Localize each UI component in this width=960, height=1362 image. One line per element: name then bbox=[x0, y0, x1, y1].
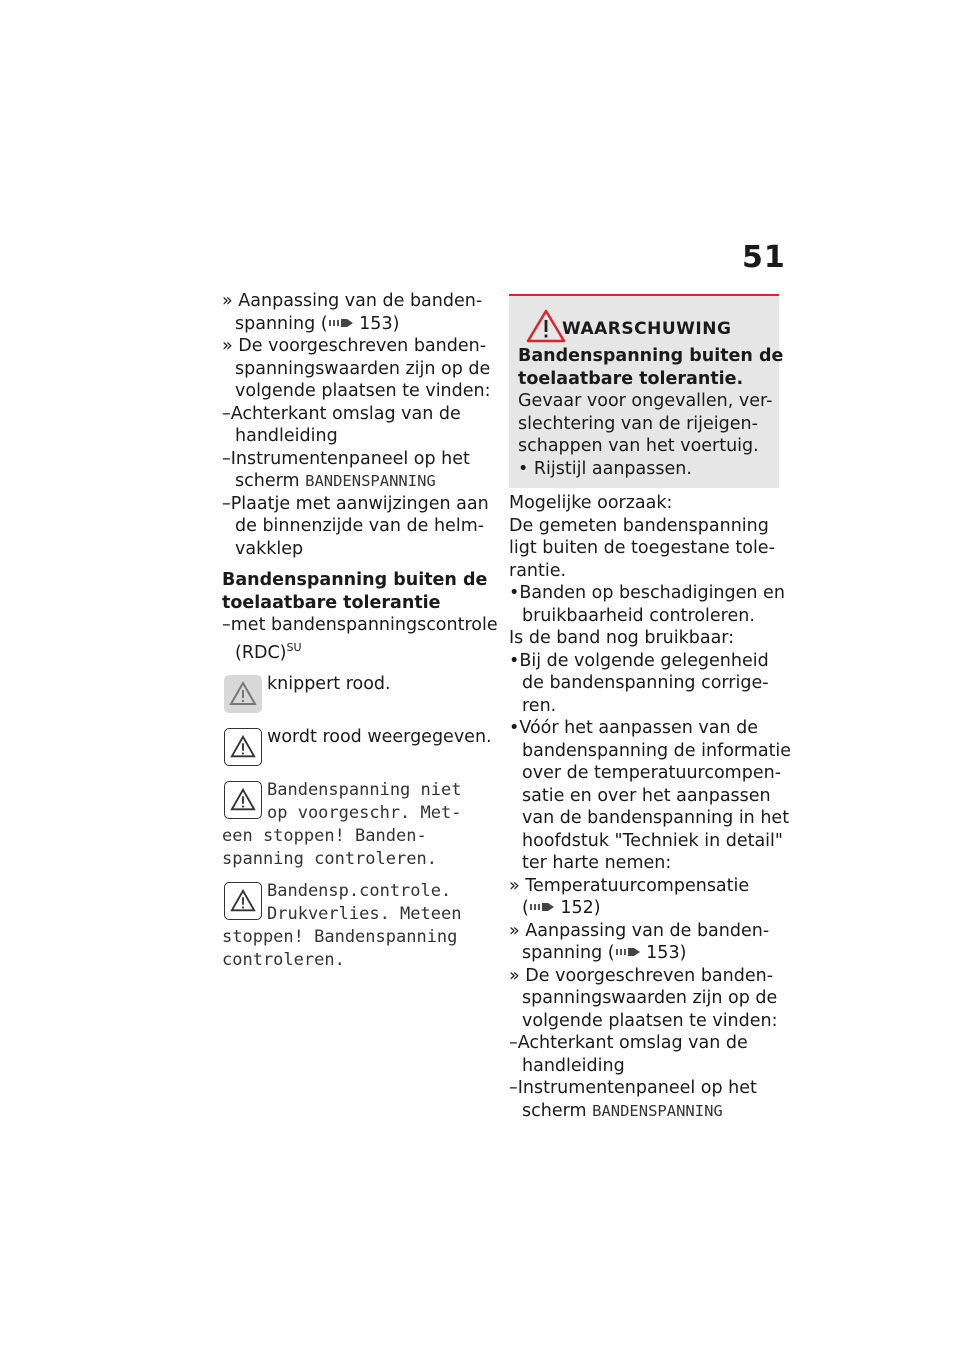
icon-item: knippert rood. bbox=[222, 673, 490, 717]
list-item: –Plaatje met aanwijzingen aan de binnenzijde van de helm- vakklep bbox=[222, 493, 489, 559]
list-item: » De voorgeschreven banden- spanningswaarden zijn op de volgende plaatsen te vinden: bbox=[509, 965, 778, 1031]
list-item: » De voorgeschreven banden- spanningswaarden zijn op de volgende plaatsen te vinden: bbox=[222, 336, 491, 401]
page-reference[interactable]: 153) bbox=[359, 313, 400, 334]
list-item: •Banden op beschadigingen en bruikbaarheid controleren. bbox=[509, 583, 785, 626]
left-column bbox=[222, 290, 498, 972]
page-number: 51 bbox=[742, 240, 786, 275]
warning-triangle-outline-icon bbox=[224, 728, 262, 766]
list-item: •Vóór het aanpassen van de bandenspanning de informatie over de temperatuurcompen- satie en over het aanpassen van de bandenspanning in het hoofdstuk "Techniek in detail" ter harte nemen: bbox=[509, 718, 792, 873]
right-column: Mogelijke oorzaak: De gemeten bandenspanning ligt buiten de toegestane tole- rantie. •Banden op beschadigingen en bruikbaarheid controleren. Is de band nog bruikbaar: •Bij de volgende gelegenheid de bandenspanning corrige- ren. •Vóór het aanpassen van de bandenspanning de informatie over de temperatuurcompen- satie en over het aanpassen van de bandenspanning in het hoofdstuk "Techniek in detail" ter harte nemen: » Temperatuurcompensatie ( 152) » Aanpassing van de banden- spanning ( 153) » De voorgeschreven banden- spanningswaarden zijn op de volgende plaatsen te vinden: –Achterkant omslag van de handleiding –Instrumentenpaneel op het scherm BANDENSPANNING bbox=[509, 493, 792, 1121]
warning-box: WAARSCHUWING Bandenspanning buiten de toelaatbare tolerantie. Gevaar voor ongevallen, ver- slechtering van de rijeigen- schappen van het voertuig. • Rijstijl aanpassen. bbox=[509, 294, 779, 488]
warning-title: WAARSCHUWING bbox=[562, 319, 732, 339]
page-reference[interactable]: 152) bbox=[560, 898, 601, 918]
list-item: » Temperatuurcompensatie ( 152) bbox=[509, 875, 750, 918]
list-item: –Achterkant omslag van de handleiding bbox=[222, 403, 461, 446]
page-reference-arrow-icon bbox=[529, 898, 555, 912]
page-reference-arrow-icon bbox=[615, 943, 641, 957]
display-message: Bandenspanning niet op voorgeschr. Met- een stoppen! Banden- spanning controleren. bbox=[222, 779, 462, 869]
warning-triangle-filled-icon bbox=[224, 675, 262, 713]
list-item: • Rijstijl aanpassen. bbox=[518, 458, 692, 479]
list-item: –Instrumentenpaneel op het scherm BANDENSPANNING bbox=[509, 1078, 757, 1121]
list-item: •Bij de volgende gelegenheid de bandenspanning corrige- ren. bbox=[509, 650, 769, 716]
list-item: –Instrumentenpaneel op het scherm BANDENSPANNING bbox=[222, 448, 470, 491]
list-item: » Aanpassing van de banden- spanning ( 153) bbox=[509, 920, 770, 963]
display-message: BANDENSPANNING bbox=[305, 472, 436, 490]
list-item: –Achterkant omslag van de handleiding bbox=[509, 1033, 748, 1076]
display-message: BANDENSPANNING bbox=[592, 1101, 723, 1120]
list-item: –met bandenspanningscontrole (RDC)$^{SU}$ bbox=[222, 615, 498, 663]
warning-triangle-outline-icon bbox=[224, 882, 262, 920]
icon-item: wordt rood weergegeven. bbox=[222, 726, 490, 770]
warning-triangle-icon bbox=[526, 309, 566, 343]
page-reference[interactable]: 153) bbox=[646, 943, 687, 963]
warning-triangle-outline-icon bbox=[224, 781, 262, 819]
page-reference-arrow-icon bbox=[328, 314, 354, 328]
section-heading: Bandenspanning buiten de toelaatbare tolerantie bbox=[222, 570, 488, 613]
display-message: Bandensp.controle. Drukverlies. Meteen stoppen! Bandenspanning controleren. bbox=[222, 880, 462, 970]
list-item: » Aanpassing van de banden- spanning ( 153) bbox=[222, 291, 483, 334]
